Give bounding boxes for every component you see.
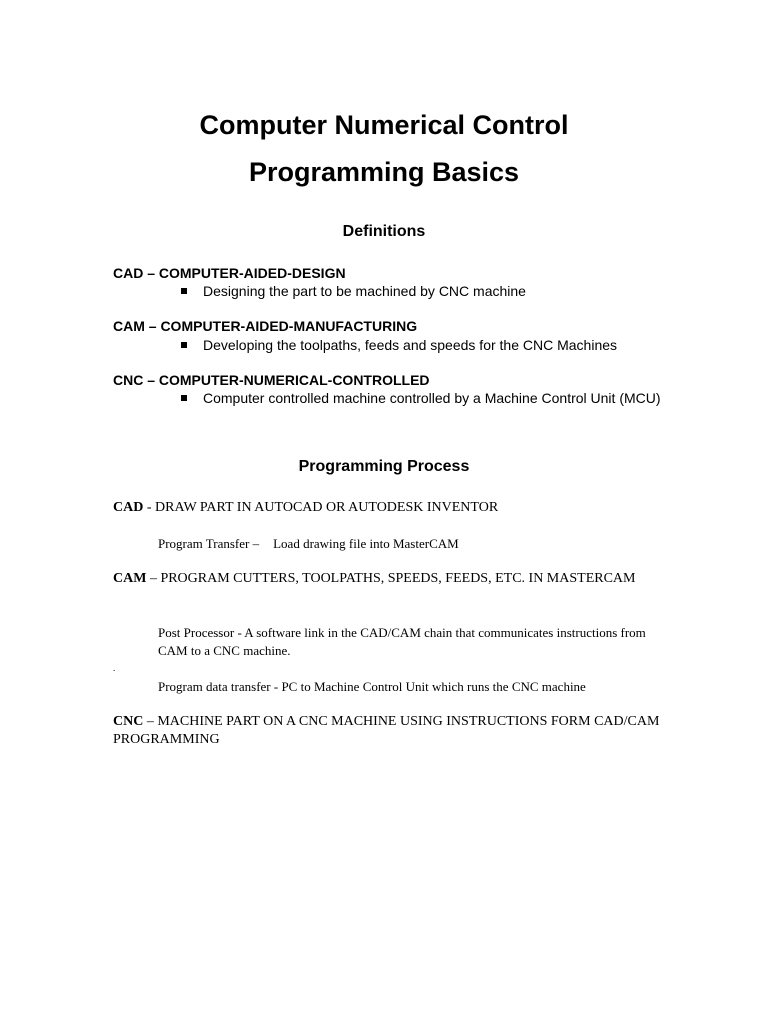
- process-label-cam: CAM: [113, 571, 147, 586]
- process-text-cnc: – MACHINE PART ON A CNC MACHINE USING INSTRUCTIONS FORM CAD/CAM PROGRAMMING: [113, 714, 660, 747]
- definition-term-cad: CAD – COMPUTER-AIDED-DESIGN: [113, 265, 346, 281]
- program-data-transfer-text: Program data transfer - PC to Machine Control Unit which runs the CNC machine: [158, 679, 586, 694]
- process-text-cam: – PROGRAM CUTTERS, TOOLPATHS, SPEEDS, FEEDS, ETC. IN MASTERCAM: [146, 571, 636, 586]
- bullet-square-icon: [181, 395, 187, 401]
- process-text-cad: - DRAW PART IN AUTOCAD OR AUTODESK INVENTOR: [143, 500, 499, 515]
- definition-bullet-cam: Developing the toolpaths, feeds and speeds for the CNC Machines: [203, 337, 618, 353]
- program-transfer-line: [158, 535, 658, 553]
- program-transfer-label: Program Transfer –: [158, 536, 260, 551]
- definition-term-cnc: CNC – COMPUTER-NUMERICAL-CONTROLLED: [113, 372, 430, 388]
- definition-bullet-cad: Designing the part to be machined by CNC machine: [203, 283, 526, 299]
- definitions-heading: Definitions: [342, 223, 426, 240]
- process-step-cam: [113, 570, 673, 588]
- process-label-cnc: CNC: [113, 714, 144, 729]
- program-transfer-text: Load drawing file into MasterCAM: [273, 536, 459, 551]
- process-step-cad: [113, 499, 673, 517]
- post-processor-text: Post Processor - A software link in the CAD/CAM chain that communicates instructions from CAM to a CNC machine.: [158, 625, 646, 658]
- process-label-cad: CAD: [113, 500, 144, 515]
- programming-process-heading: Programming Process: [298, 458, 470, 475]
- process-step-cnc: [113, 713, 673, 749]
- page-title-line-1: Computer Numerical Control: [199, 110, 569, 140]
- definition-term-cam: CAM – COMPUTER-AIDED-MANUFACTURING: [113, 318, 418, 334]
- definition-bullet-cnc: Computer controlled machine controlled by a Machine Control Unit (MCU): [203, 390, 661, 406]
- bullet-square-icon: [181, 342, 187, 348]
- bullet-square-icon: [181, 288, 187, 294]
- stray-dot: .: [113, 663, 116, 673]
- page-title-line-2: Programming Basics: [248, 157, 520, 187]
